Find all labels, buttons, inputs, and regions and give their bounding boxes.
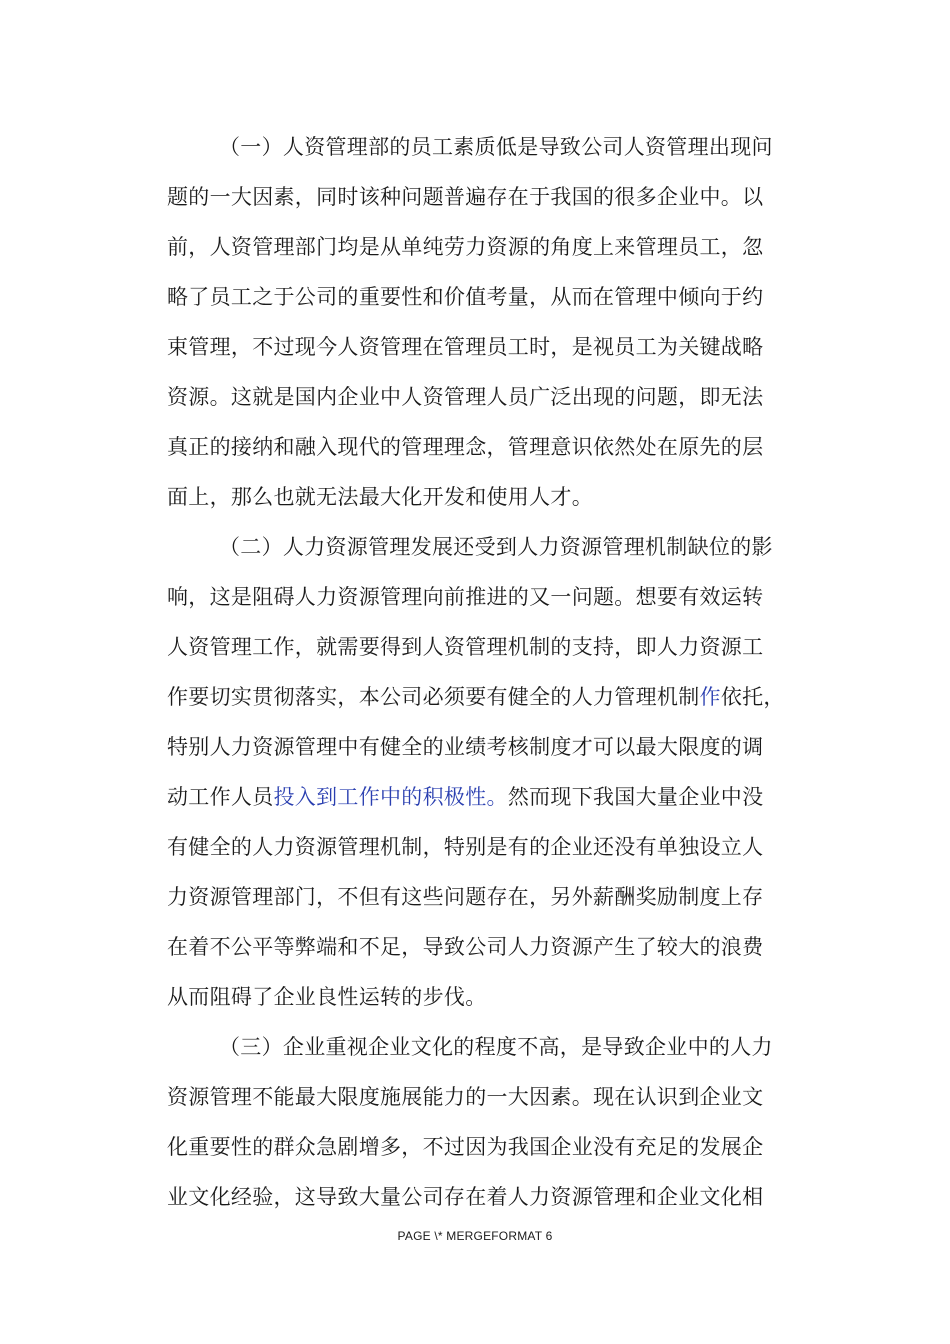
paragraph-1-line-3: 前，人资管理部门均是从单纯劳力资源的角度上来管理员工，忽 (167, 235, 764, 259)
paragraph-2-line-4 (167, 672, 827, 722)
paragraph-2-line-7: 有健全的人力资源管理机制，特别是有的企业还没有单独设立人 (167, 835, 764, 859)
paragraph-3-line-1: （三）企业重视企业文化的程度不高，是导致企业中的人力 (219, 1035, 773, 1059)
line-text: 动工作人员 (167, 785, 274, 809)
paragraph-2-line-5: 特别人力资源管理中有健全的业绩考核制度才可以最大限度的调 (167, 735, 764, 759)
paragraph-2-line-1: （二）人力资源管理发展还受到人力资源管理机制缺位的影 (219, 535, 773, 559)
paragraph-2-line-3: 人资管理工作，就需要得到人资管理机制的支持，即人力资源工 (167, 635, 764, 659)
line-text: 然而现下我国大量企业中没 (507, 785, 764, 809)
paragraph-1-line-5: 束管理，不过现今人资管理在管理员工时，是视员工为关键战略 (167, 335, 764, 359)
line-text: 依托， (720, 685, 785, 709)
paragraph-2-line-2: 响，这是阻碍人力资源管理向前推进的又一问题。想要有效运转 (167, 585, 764, 609)
paragraph-1-line-8: 面上，那么也就无法最大化开发和使用人才。 (167, 485, 593, 509)
paragraph-2-line-8: 力资源管理部门，不但有这些问题存在，另外薪酬奖励制度上存 (167, 885, 764, 909)
paragraph-3-line-2: 资源管理不能最大限度施展能力的一大因素。现在认识到企业文 (167, 1085, 764, 1109)
paragraph-3-line-4: 业文化经验，这导致大量公司存在着人力资源管理和企业文化相 (167, 1185, 764, 1209)
paragraph-1-line-7: 真正的接纳和融入现代的管理理念，管理意识依然处在原先的层 (167, 435, 764, 459)
paragraph-1-line-2: 题的一大因素，同时该种问题普遍存在于我国的很多企业中。以 (167, 185, 764, 209)
line-text: 作要切实贯彻落实，本公司必须要有健全的人力管理机制 (167, 685, 700, 709)
document-body (167, 122, 827, 1222)
paragraph-3-line-3: 化重要性的群众急剧增多，不过因为我国企业没有充足的发展企 (167, 1135, 764, 1159)
highlighted-text: 作 (699, 685, 721, 709)
paragraph-2-line-9: 在着不公平等弊端和不足，导致公司人力资源产生了较大的浪费 (167, 935, 764, 959)
paragraph-2-line-6 (167, 772, 827, 822)
highlighted-text: 投入到工作中的积极性。 (273, 785, 508, 809)
paragraph-1-line-4: 略了员工之于公司的重要性和价值考量，从而在管理中倾向于约 (167, 285, 764, 309)
page-footer: PAGE \* MERGEFORMAT 6 (397, 1229, 553, 1243)
paragraph-1-line-1: （一）人资管理部的员工素质低是导致公司人资管理出现问 (219, 135, 773, 159)
paragraph-1-line-6: 资源。这就是国内企业中人资管理人员广泛出现的问题，即无法 (167, 385, 764, 409)
paragraph-2-line-10: 从而阻碍了企业良性运转的步伐。 (167, 985, 487, 1009)
